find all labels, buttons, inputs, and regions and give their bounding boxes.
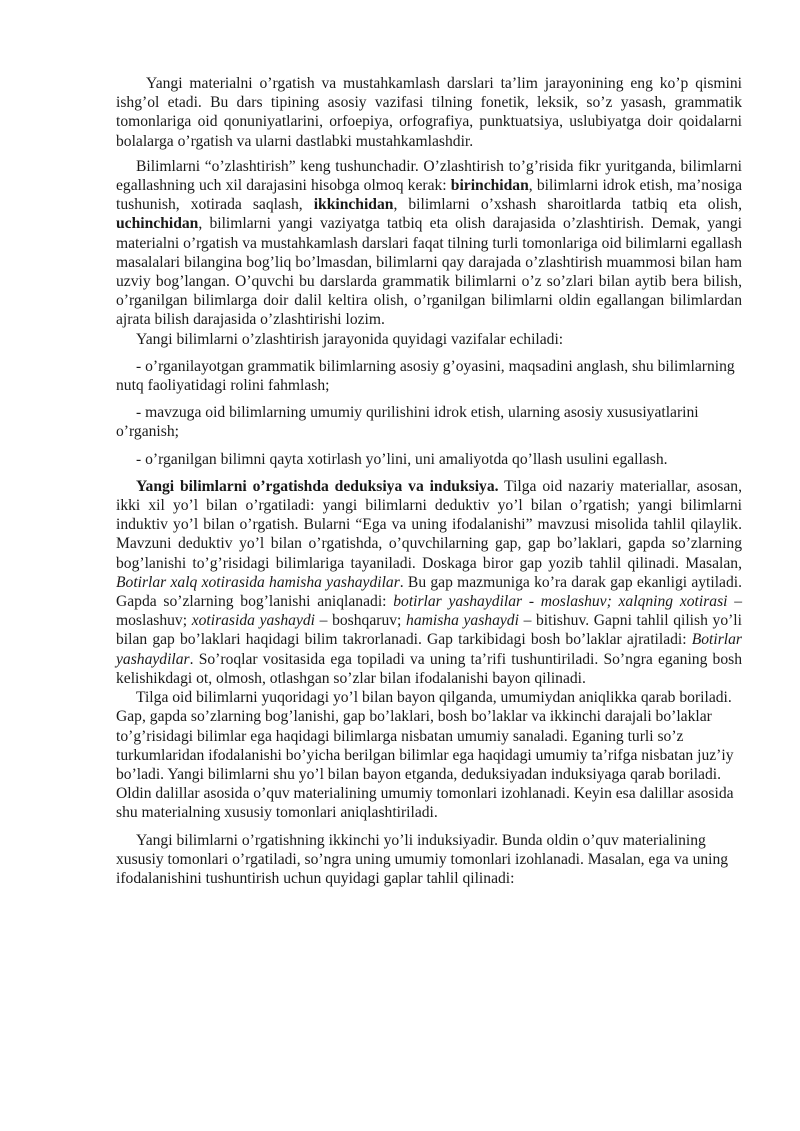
text-run: . So’roqlar vositasida ega topiladi va uning ta’rifi tushuntiriladi. So’ngra eganing bosh kelishikdagi ot, olmosh, otlashgan so’zlar bilan ifodalanishi bayon qilinadi. (116, 650, 742, 687)
paragraph-assimilation (116, 157, 742, 330)
list-item: - mavzuga oid bilimlarning umumiy qurilishini idrok etish, ularning asosiy xususiyatlarini o’rganish; (116, 404, 699, 441)
text-run: – moslashuv; (116, 593, 742, 630)
text-run: , bilimlarni idrok etish, ma’nosiga tushunish, xotirada saqlash, (116, 177, 742, 214)
text-run: – boshqaruv; (315, 612, 407, 630)
list-item: - o’rganilayotgan grammatik bilimlarning asosiy g’oyasini, maqsadini anglash, shu bilimlarning nutq faoliyatidagi rolini fahmlash; (116, 357, 735, 395)
section-heading-inline: Yangi bilimlarni o’rgatishda deduksiya va induksiya. (136, 477, 499, 495)
paragraph-tasks-intro: Yangi bilimlarni o’zlashtirish jarayonida quyidagi vazifalar echiladi: (136, 330, 564, 348)
text-run: . Bu gap mazmuniga ko’ra darak gap ekanligi aytiladi. Gapda so’zlarning bog’lanishi aniqlanadi: (116, 573, 742, 611)
paragraph-intro: Yangi materialni o’rgatish va mustahkamlash darslari ta’lim jarayonining eng ko’p qismini ishg’ol etadi. Bu dars tipining asosiy vazifasi tilning fonetik, leksik, so’z yasash, grammatik tomonlariga oid qonuniyatlarini, orfoepiya, orfografiya, punktuatsiya, uslubiyatga doir qoidalarni bolalarga o’rgatish va ularni dastlabki mustahkamlashdir. (116, 75, 742, 150)
example-phrase: Botirlar yashaydilar (116, 631, 742, 668)
text-run: – bitishuv. Gapni tahlil qilish yo’li bilan gap bo’laklari haqidagi bilim takrorlanadi. Gap tarkibidagi bosh bo’laklar ajratiladi: (116, 612, 742, 649)
text-run: , bilimlarni o’xshash sharoitlarda tatbiq eta olish, (393, 196, 743, 214)
text-run: Tilga oid nazariy materiallar, asosan, ikki xil yo’l bilan o’rgatiladi: yangi bilimlarni deduktiv yo’l bilan o’rgatish; yangi bilimlarni induktiv yo’l bilan o’rgatish. Bularni “Ega va uning ifodalanishi” mavzusi misolida tahlil qilaylik. Mavzuni deduktiv yo’l bilan o’rgatishda, o’quvchilarning gap, gap bo’laklari, gapda so’zlarning bog’lanishi to’g’risidagi bilimlariga tayaniladi. Doskaga biror gap yozib tahlil qilinadi. Masalan, (116, 477, 742, 572)
text-run: , bilimlarni yangi vaziyatga tatbiq eta olish darajasida o’zlashtirish. Demak, yangi materialni o’rgatish va mustahkamlash darslari faqat tilning turli tomonlariga oid bilimlarni egallash masalalari bilangina bog’liq bo’lmasdan, bilimlarni qay darajada o’zlashtirish muammosi bilan ham uzviy bog’langan. O’quvchi bu darslarda grammatik bilimlarni o’z so’zlari bilan aytib bera bilish, o’rganilgan bilimlarga doir dalil keltira olish, o’rganilgan bilimlarni oldin egallangan bilimlardan ajrata bilish darajasida o’zlashtirishi lozim. (116, 215, 742, 329)
example-phrase: hamisha yashaydi (406, 612, 519, 630)
example-sentence: Botirlar xalq xotirasida hamisha yashaydilar (116, 573, 400, 591)
bold-term-first: birinchidan (450, 177, 529, 195)
list-item: - o’rganilgan bilimni qayta xotirlash yo’lini, uni amaliyotda qo’llash usulini egallash. (136, 450, 668, 468)
document-page (116, 74, 742, 888)
paragraph-deduction-induction (116, 477, 742, 688)
example-phrase: botirlar yashaydilar - moslashuv; xalqning xotirasi (393, 593, 728, 611)
paragraph-general-to-specific: Tilga oid bilimlarni yuqoridagi yo’l bilan bayon qilganda, umumiydan aniqlikka qarab boriladi. Gap, gapda so’zlarning bog’lanishi, gap bo’laklari, bosh bo’laklar va ikkinchi darajali bo’laklar to’g’risidagi bilimlar ega haqidagi bilimlarga nisbatan umumiy sanaladi. Eganing turli so’z turkumlaridan ifodalanishi bo’yicha berilgan bilimlar ega haqidagi umumiy ta’rifga nisbatan juz’iy bo’ladi. Yangi bilimlarni shu yo’l bilan bayon etganda, deduksiyadan induksiyaga qarab boriladi. Oldin dalillar asosida o’quv materialining umumiy tomonlari izohlanadi. Keyin esa dalillar asosida shu materialning xususiy tomonlari aniqlashtiriladi. (116, 689, 734, 822)
paragraph-induction: Yangi bilimlarni o’rgatishning ikkinchi yo’li induksiyadir. Bunda oldin o’quv materialining xususiy tomonlari o’rgatiladi, so’ngra uning umumiy tomonlari izohlanadi. Masalan, ega va uning ifodalanishini tushuntirish uchun quyidagi gaplar tahlil qilinadi: (116, 831, 729, 887)
bold-term-second: ikkinchidan (313, 196, 394, 214)
text-run: Bilimlarni “o’zlashtirish” keng tushunchadir. O’zlashtirish to’g’risida fikr yuritganda, bilimlarni egallashning uch xil darajasini hisobga olmoq kerak: (116, 157, 742, 195)
bold-term-third: uchinchidan (116, 215, 199, 233)
example-phrase: xotirasida yashaydi (191, 612, 315, 630)
